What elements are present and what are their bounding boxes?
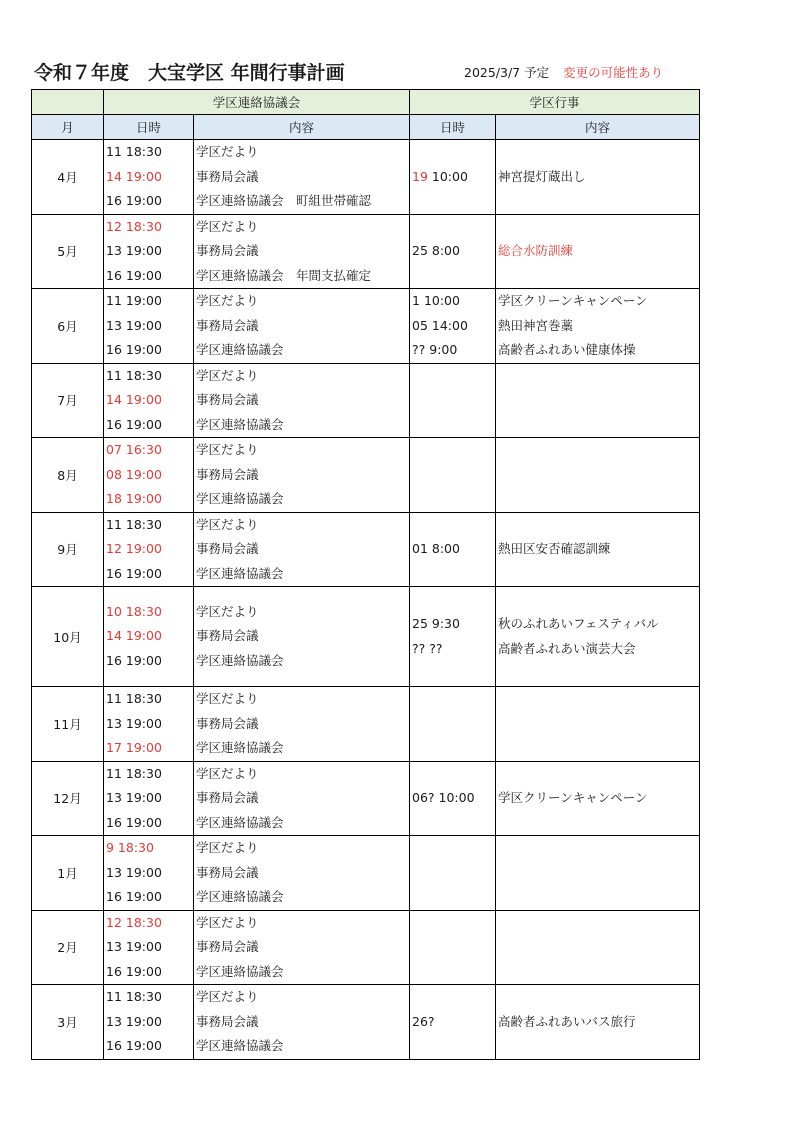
- column-header-council-content: 内容: [194, 115, 410, 140]
- council-datetime-cell: [104, 687, 194, 762]
- event-content-cell: [496, 140, 700, 215]
- month-row: [32, 289, 700, 364]
- column-header-month: 月: [32, 115, 104, 140]
- month-row: [32, 140, 700, 215]
- council-content-cell: [194, 363, 410, 438]
- event-time: 10:00: [427, 168, 468, 184]
- council-item: 学区連絡協議会 年間支払確定: [196, 267, 372, 283]
- event-datetime-cell: [410, 836, 496, 911]
- council-datetime: 16 19:00: [106, 1038, 162, 1053]
- event-datetime: 1 10:00: [412, 293, 460, 308]
- council-datetime-cell: [104, 438, 194, 513]
- month-cell: 12月: [32, 761, 104, 836]
- page-title: 令和７年度 大宝学区 年間行事計画: [34, 62, 345, 84]
- event-item: 熱田神宮巻藁: [498, 317, 574, 333]
- event-content-cell: [496, 910, 700, 985]
- council-content-cell: [194, 438, 410, 513]
- event-datetime-cell: [410, 910, 496, 985]
- month-row: [32, 587, 700, 687]
- council-item: 事務局会議: [196, 317, 259, 333]
- column-header-event-content: 内容: [496, 115, 700, 140]
- event-datetime: 06? 10:00: [412, 790, 475, 805]
- council-item: 学区連絡協議会: [196, 491, 284, 506]
- council-datetime: 11 18:30: [106, 144, 162, 159]
- council-datetime: 11 18:30: [106, 691, 162, 706]
- council-datetime: 17 19:00: [106, 740, 162, 755]
- council-item: 学区だより: [196, 914, 259, 930]
- council-datetime: 16 19:00: [106, 963, 162, 979]
- event-item: 神宮提灯蔵出し: [498, 168, 586, 184]
- event-datetime: ?? ??: [412, 640, 443, 656]
- event-item: 高齢者ふれあい演芸大会: [498, 640, 636, 656]
- event-datetime-cell: [410, 140, 496, 215]
- event-datetime-cell: [410, 761, 496, 836]
- event-datetime: [410, 165, 495, 190]
- status-label: 予定: [524, 65, 550, 80]
- issue-date: 2025/3/7: [464, 65, 521, 80]
- council-datetime-cell: [104, 140, 194, 215]
- council-item: 学区連絡協議会: [196, 342, 284, 357]
- council-content-cell: [194, 836, 410, 911]
- event-datetime-cell: [410, 363, 496, 438]
- council-item: 事務局会議: [196, 939, 259, 954]
- council-datetime: 07 16:30: [106, 442, 162, 457]
- council-item: 学区連絡協議会: [196, 814, 284, 830]
- council-item: 学区だより: [196, 442, 259, 457]
- event-datetime-cell: [410, 587, 496, 687]
- month-row: [32, 687, 700, 762]
- council-item: 学区だより: [196, 603, 259, 619]
- group-header-council: 学区連絡協議会: [104, 90, 410, 115]
- event-item: 高齢者ふれあいバス旅行: [498, 1013, 636, 1029]
- event-content-cell: [496, 214, 700, 289]
- council-datetime: 13 19:00: [106, 317, 162, 333]
- month-cell: 2月: [32, 910, 104, 985]
- month-row: [32, 214, 700, 289]
- council-item: 学区だより: [196, 218, 259, 234]
- council-datetime: 16 19:00: [106, 652, 162, 668]
- event-datetime-cell: [410, 289, 496, 364]
- event-datetime: 25 8:00: [412, 243, 460, 258]
- council-datetime: 11 18:30: [106, 367, 162, 383]
- month-cell: 8月: [32, 438, 104, 513]
- council-datetime: 12 18:30: [106, 218, 162, 234]
- document-meta: [464, 63, 663, 81]
- council-item: 学区連絡協議会: [196, 1038, 284, 1053]
- council-content-cell: [194, 289, 410, 364]
- council-item: 学区連絡協議会: [196, 652, 284, 668]
- council-content-cell: [194, 512, 410, 587]
- month-cell: 3月: [32, 985, 104, 1060]
- council-datetime: 13 19:00: [106, 790, 162, 805]
- month-cell: 4月: [32, 140, 104, 215]
- council-item: 事務局会議: [196, 541, 259, 556]
- change-notice: 変更の可能性あり: [563, 65, 664, 80]
- event-item: 秋のふれあいフェスティバル: [498, 616, 659, 631]
- council-item: 学区だより: [196, 691, 259, 706]
- council-datetime: 16 19:00: [106, 342, 162, 357]
- council-datetime-cell: [104, 214, 194, 289]
- event-datetime: 01 8:00: [412, 541, 460, 556]
- column-header-event-datetime: 日時: [410, 115, 496, 140]
- council-datetime: 14 19:00: [106, 392, 162, 407]
- council-datetime-cell: [104, 363, 194, 438]
- council-datetime: 18 19:00: [106, 491, 162, 506]
- council-datetime: 12 19:00: [106, 541, 162, 556]
- month-cell: 11月: [32, 687, 104, 762]
- council-item: 事務局会議: [196, 243, 259, 258]
- event-item: 学区クリーンキャンペーン: [498, 293, 648, 308]
- month-row: [32, 836, 700, 911]
- group-header-blank: [32, 90, 104, 115]
- council-datetime: 11 18:30: [106, 516, 162, 532]
- month-cell: 10月: [32, 587, 104, 687]
- month-cell: 9月: [32, 512, 104, 587]
- event-datetime: ?? 9:00: [412, 342, 458, 357]
- council-datetime: 11 18:30: [106, 765, 162, 781]
- column-header-council-datetime: 日時: [104, 115, 194, 140]
- council-content-cell: [194, 687, 410, 762]
- council-item: 学区だより: [196, 293, 259, 308]
- council-datetime: 16 19:00: [106, 814, 162, 830]
- council-item: 事務局会議: [196, 1013, 259, 1029]
- event-datetime-cell: [410, 687, 496, 762]
- event-content-cell: [496, 512, 700, 587]
- event-content-cell: [496, 438, 700, 513]
- event-content-cell: [496, 836, 700, 911]
- event-item: 総合水防訓練: [498, 243, 574, 258]
- council-datetime: 13 19:00: [106, 243, 162, 258]
- council-datetime: 16 19:00: [106, 193, 162, 208]
- month-row: [32, 363, 700, 438]
- council-datetime: 14 19:00: [106, 168, 162, 184]
- council-datetime: 14 19:00: [106, 628, 162, 644]
- council-item: 学区だより: [196, 989, 259, 1004]
- event-content-cell: [496, 587, 700, 687]
- event-content-cell: [496, 289, 700, 364]
- council-datetime: 11 19:00: [106, 293, 162, 308]
- council-item: 事務局会議: [196, 168, 259, 184]
- council-content-cell: [194, 214, 410, 289]
- council-datetime: 11 18:30: [106, 989, 162, 1004]
- council-content-cell: [194, 761, 410, 836]
- group-header-row: [32, 90, 700, 115]
- column-header-row: [32, 115, 700, 140]
- council-datetime-cell: [104, 836, 194, 911]
- council-content-cell: [194, 985, 410, 1060]
- council-item: 学区連絡協議会 町組世帯確認: [196, 193, 372, 208]
- council-datetime: 9 18:30: [106, 840, 154, 855]
- event-datetime: 05 14:00: [412, 317, 468, 333]
- council-datetime: 12 18:30: [106, 914, 162, 930]
- council-item: 学区連絡協議会: [196, 889, 284, 904]
- council-item: 事務局会議: [196, 790, 259, 805]
- month-row: [32, 438, 700, 513]
- council-item: 事務局会議: [196, 864, 259, 880]
- council-content-cell: [194, 910, 410, 985]
- month-row: [32, 512, 700, 587]
- council-datetime: 10 18:30: [106, 603, 162, 619]
- event-content-cell: [496, 687, 700, 762]
- month-cell: 1月: [32, 836, 104, 911]
- month-cell: 5月: [32, 214, 104, 289]
- event-datetime-cell: [410, 985, 496, 1060]
- council-item: 事務局会議: [196, 466, 259, 482]
- event-content-cell: [496, 985, 700, 1060]
- council-item: 学区だより: [196, 516, 259, 532]
- council-content-cell: [194, 587, 410, 687]
- council-item: 学区だより: [196, 840, 259, 855]
- council-datetime: 16 19:00: [106, 889, 162, 904]
- council-datetime: 16 19:00: [106, 416, 162, 432]
- council-datetime-cell: [104, 512, 194, 587]
- month-row: [32, 910, 700, 985]
- group-header-events: 学区行事: [410, 90, 700, 115]
- month-row: [32, 761, 700, 836]
- month-cell: 6月: [32, 289, 104, 364]
- council-item: 事務局会議: [196, 628, 259, 644]
- council-datetime-cell: [104, 761, 194, 836]
- council-datetime: 13 19:00: [106, 715, 162, 731]
- council-datetime: 16 19:00: [106, 267, 162, 283]
- council-item: 事務局会議: [196, 392, 259, 407]
- council-datetime: 13 19:00: [106, 864, 162, 880]
- council-datetime: 13 19:00: [106, 1013, 162, 1029]
- council-item: 学区だより: [196, 144, 259, 159]
- event-datetime: 26?: [412, 1013, 435, 1029]
- council-item: 学区だより: [196, 367, 259, 383]
- event-content-cell: [496, 761, 700, 836]
- council-datetime-cell: [104, 985, 194, 1060]
- council-item: 学区連絡協議会: [196, 963, 284, 979]
- annual-schedule-table: [31, 89, 700, 1060]
- council-datetime: 16 19:00: [106, 565, 162, 581]
- event-datetime: 25 9:30: [412, 616, 460, 631]
- month-row: [32, 985, 700, 1060]
- event-datetime-cell: [410, 512, 496, 587]
- council-datetime-cell: [104, 587, 194, 687]
- council-datetime: 13 19:00: [106, 939, 162, 954]
- schedule-body: [32, 140, 700, 1060]
- council-datetime-cell: [104, 289, 194, 364]
- council-item: 学区だより: [196, 765, 259, 781]
- month-cell: 7月: [32, 363, 104, 438]
- council-datetime: 08 19:00: [106, 466, 162, 482]
- council-item: 事務局会議: [196, 715, 259, 731]
- event-content-cell: [496, 363, 700, 438]
- event-datetime-cell: [410, 438, 496, 513]
- council-item: 学区連絡協議会: [196, 740, 284, 755]
- event-item: 熱田区安否確認訓練: [498, 541, 611, 556]
- event-item: 学区クリーンキャンペーン: [498, 790, 648, 805]
- council-item: 学区連絡協議会: [196, 416, 284, 432]
- council-item: 学区連絡協議会: [196, 565, 284, 581]
- event-day: 19: [412, 168, 428, 184]
- event-datetime-cell: [410, 214, 496, 289]
- council-content-cell: [194, 140, 410, 215]
- event-item: 高齢者ふれあい健康体操: [498, 342, 636, 357]
- council-datetime-cell: [104, 910, 194, 985]
